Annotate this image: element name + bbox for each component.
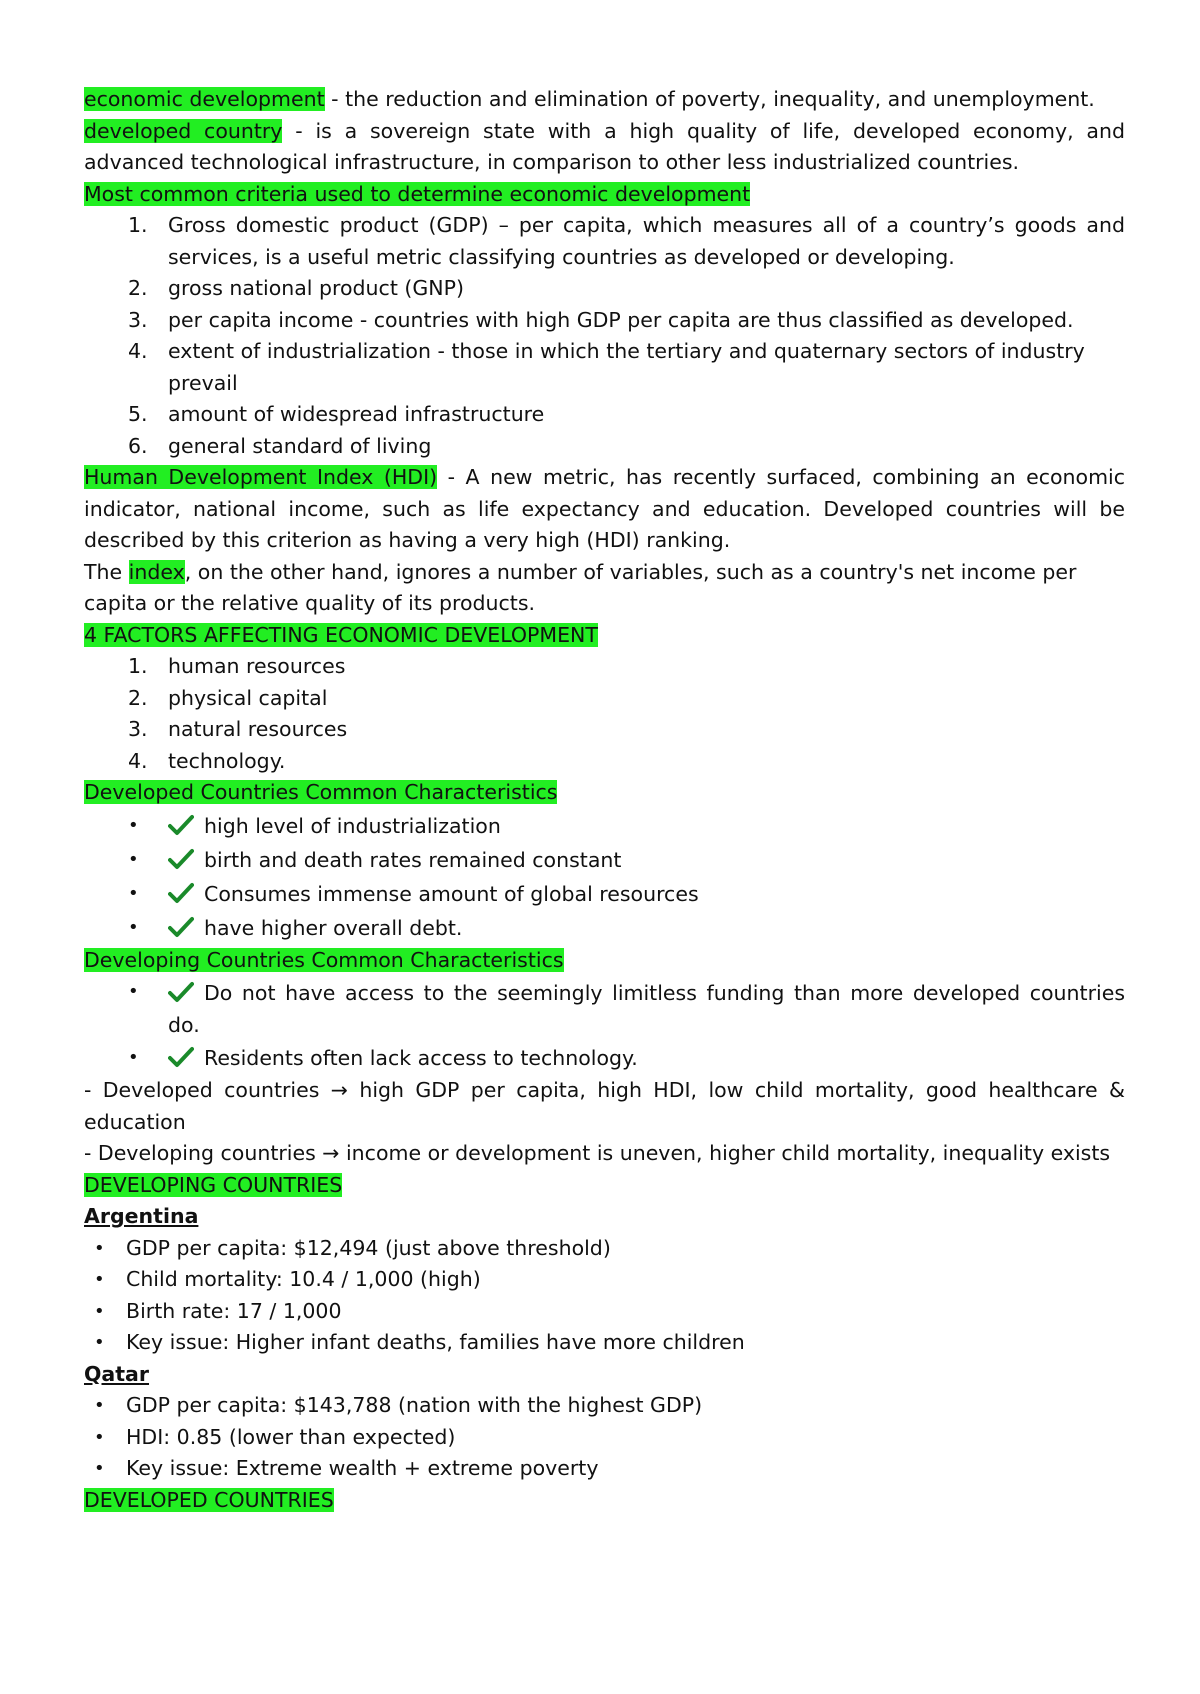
factors-heading-text: 4 FACTORS AFFECTING ECONOMIC DEVELOPMENT — [84, 622, 598, 647]
list-item — [128, 746, 1125, 778]
checkmark-icon — [168, 882, 194, 904]
term-developed-country: developed country — [84, 118, 283, 143]
developed-countries-heading — [84, 1485, 1125, 1517]
checkmark-icon — [168, 1046, 194, 1068]
list-item-text: Child mortality: 10.4 / 1,000 (high) — [126, 1267, 481, 1291]
list-item-text: Do not have access to the seemingly limitless funding than more developed countries do. — [168, 981, 1125, 1037]
index-post: , on the other hand, ignores a number of variables, such as a country's net income per capita or the relative quality of its products. — [84, 559, 1077, 615]
criteria-heading — [84, 179, 1125, 211]
list-item — [128, 210, 1125, 273]
list-number: 4. — [128, 339, 148, 363]
checkmark-icon — [168, 848, 194, 870]
hdi-text: - A new metric, has recently surfaced, combining an economic indicator, national income, such as life expectancy and education. Developed countries will be described by this criterion as having a very high (HDI) ranking. — [84, 465, 1126, 552]
qatar-list — [84, 1390, 1125, 1485]
list-item — [128, 431, 1125, 463]
criteria-list — [84, 210, 1125, 462]
list-item — [128, 1041, 1125, 1075]
list-number: 1. — [128, 213, 148, 237]
bullet: • — [94, 1237, 105, 1259]
list-item-text: GDP per capita: $12,494 (just above threshold) — [126, 1235, 611, 1260]
list-number: 1. — [128, 654, 148, 678]
bullet: • — [128, 882, 139, 904]
term-index: index — [128, 559, 185, 584]
list-item — [128, 305, 1125, 337]
list-number: 6. — [128, 433, 148, 458]
checkmark-icon — [168, 916, 194, 938]
checkmark-icon — [168, 814, 194, 836]
developing-characteristics-list — [84, 976, 1125, 1075]
list-item — [128, 651, 1125, 683]
list-item — [128, 809, 1125, 843]
country-name-qatar: Qatar — [84, 1361, 150, 1386]
list-item — [94, 1264, 1125, 1296]
bullet: • — [128, 981, 139, 1002]
list-item-text: technology. — [168, 748, 286, 773]
list-item — [128, 273, 1125, 305]
list-item — [94, 1453, 1125, 1485]
list-item — [128, 976, 1125, 1041]
note-developing: - Developing countries → income or development is uneven, higher child mortality, inequality exists — [84, 1141, 1111, 1165]
developing-countries-heading-text: DEVELOPING COUNTRIES — [84, 1172, 343, 1197]
list-item — [94, 1296, 1125, 1328]
list-number: 4. — [128, 748, 148, 773]
factors-heading — [84, 620, 1125, 652]
list-item — [128, 336, 1125, 399]
developed-countries-heading-text: DEVELOPED COUNTRIES — [84, 1487, 334, 1512]
bullet: • — [94, 1269, 105, 1290]
list-item-text: GDP per capita: $143,788 (nation with the highest GDP) — [126, 1393, 703, 1417]
bullet: • — [128, 916, 139, 938]
list-item-text: amount of widespread infrastructure — [168, 402, 545, 426]
developing-characteristics-heading — [84, 945, 1125, 977]
bullet: • — [94, 1332, 105, 1353]
developing-characteristics-heading-text: Developing Countries Common Characteristics — [84, 947, 564, 972]
bullet: • — [94, 1458, 105, 1479]
note-developed: - Developed countries → high GDP per capita, high HDI, low child mortality, good healthcare & education — [84, 1078, 1125, 1134]
list-item-text: extent of industrialization - those in which the tertiary and quaternary sectors of industry prevail — [168, 339, 1085, 395]
developed-characteristics-heading-text: Developed Countries Common Characteristics — [84, 780, 558, 804]
list-item-text: Key issue: Higher infant deaths, families have more children — [126, 1330, 745, 1354]
bullet: • — [94, 1395, 105, 1416]
list-item-text: Consumes immense amount of global resources — [204, 881, 699, 906]
list-item — [128, 714, 1125, 746]
list-item-text: physical capital — [168, 685, 328, 710]
list-item — [94, 1327, 1125, 1359]
definition-economic-development — [84, 84, 1125, 116]
list-item-text: HDI: 0.85 (lower than expected) — [126, 1424, 456, 1449]
list-item — [128, 877, 1125, 911]
list-item-text: natural resources — [168, 717, 348, 741]
list-item — [128, 399, 1125, 431]
list-item-text: per capita income - countries with high GDP per capita are thus classified as developed. — [168, 307, 1074, 332]
list-item — [128, 911, 1125, 945]
list-item-text: birth and death rates remained constant — [204, 847, 622, 872]
developed-characteristics-list — [84, 809, 1125, 945]
term-hdi: Human Development Index (HDI) — [84, 465, 438, 489]
criteria-heading-text: Most common criteria used to determine economic development — [84, 181, 751, 206]
list-item-text: Residents often lack access to technology. — [204, 1046, 638, 1070]
list-item — [128, 843, 1125, 877]
list-item — [94, 1390, 1125, 1422]
list-item-text: general standard of living — [168, 433, 432, 458]
list-number: 3. — [128, 307, 148, 332]
bullet: • — [94, 1300, 105, 1322]
definition-text: - is a sovereign state with a high quality of life, developed economy, and advanced technological infrastructure, in comparison to other less industrialized countries. — [84, 118, 1125, 174]
bullet: • — [128, 848, 139, 870]
list-number: 2. — [128, 276, 148, 300]
list-item — [94, 1233, 1125, 1265]
bullet: • — [128, 814, 139, 836]
list-number: 3. — [128, 717, 148, 741]
term-economic-development: economic development — [84, 87, 325, 111]
list-item-text: Key issue: Extreme wealth + extreme poverty — [126, 1456, 599, 1480]
definition-text: - the reduction and elimination of poverty, inequality, and unemployment. — [324, 87, 1095, 111]
list-item-text: have higher overall debt. — [204, 915, 463, 940]
bullet: • — [128, 1047, 139, 1068]
list-item-text: Birth rate: 17 / 1,000 — [126, 1298, 342, 1323]
list-item-text: Gross domestic product (GDP) – per capita, which measures all of a country’s goods and services, is a useful metric classifying countries as developed or developing. — [168, 213, 1125, 269]
list-number: 2. — [128, 685, 148, 710]
list-item — [94, 1422, 1125, 1454]
list-item-text: human resources — [168, 654, 346, 678]
hdi-paragraph — [84, 462, 1125, 557]
checkmark-icon — [168, 981, 194, 1003]
list-item-text: gross national product (GNP) — [168, 276, 464, 300]
country-name-argentina: Argentina — [84, 1204, 199, 1228]
index-paragraph — [84, 557, 1125, 620]
developing-countries-heading — [84, 1170, 1125, 1202]
list-item-text: high level of industrialization — [204, 813, 501, 838]
definition-developed-country — [84, 116, 1125, 179]
list-item — [128, 683, 1125, 715]
developed-characteristics-heading — [84, 777, 1125, 809]
list-number: 5. — [128, 402, 148, 426]
factors-list — [84, 651, 1125, 777]
index-pre: The — [84, 559, 129, 584]
bullet: • — [94, 1426, 105, 1448]
argentina-list — [84, 1233, 1125, 1359]
